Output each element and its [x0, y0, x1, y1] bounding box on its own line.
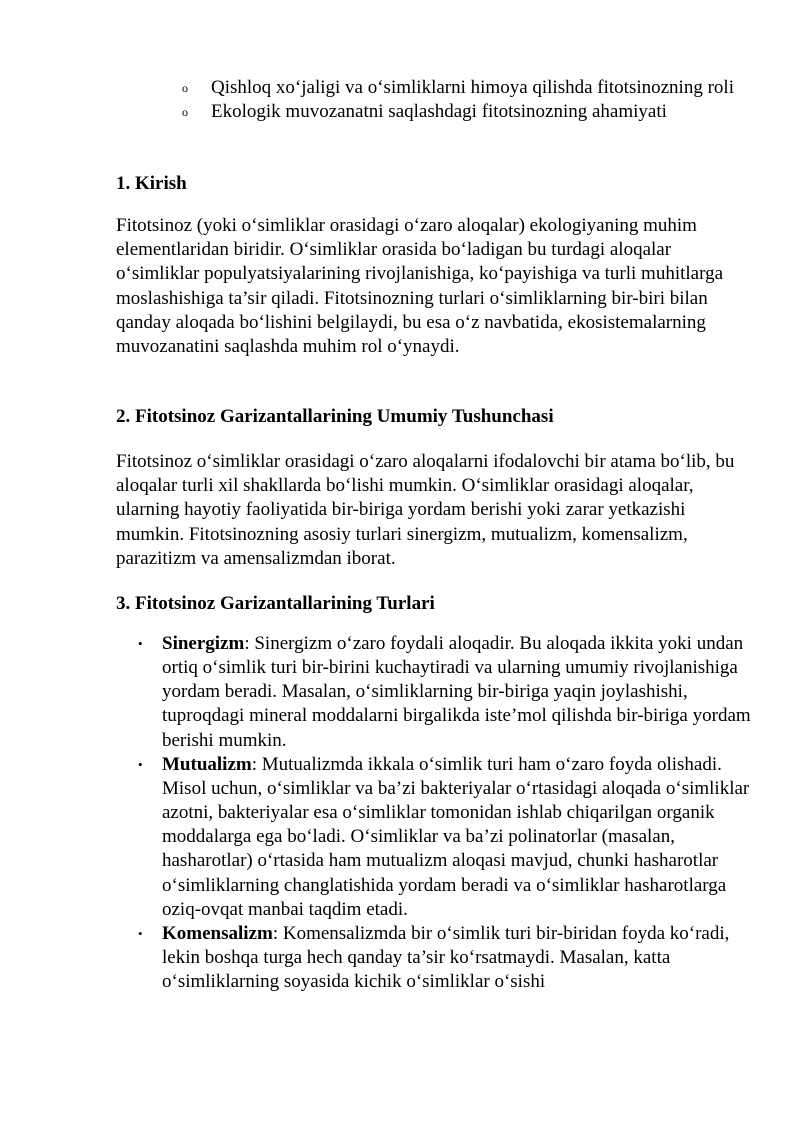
section-3-heading: 3. Fitotsinoz Garizantallarining Turlari: [116, 593, 435, 614]
sub-topic-item: [176, 100, 756, 124]
term-description: : Komensalizmda bir o‘simlik turi bir-biridan foyda ko‘radi, lekin boshqa turga hech qanday ta’sir ko‘rsatmaydi. Masalan, katta o‘simliklarning soyasida kichik o‘simliklar o‘sishi: [162, 922, 730, 993]
sub-topic-text: Ekologik muvozanatni saqlashdagi fitotsinozning ahamiyati: [211, 101, 667, 122]
term-description: : Sinergizm o‘zaro foydali aloqadir. Bu aloqada ikkita yoki undan ortiq o‘simlik turi bir-birini kuchaytiradi va ularning umumiy rivojlanishiga yordam beradi. Masalan, o‘simliklarning bir-biriga yaqin joylashishi, tuproqdagi mineral moddalarni birgalikda iste’mol qilishda bir-biriga yordam berishi mumkin.: [162, 633, 751, 751]
fitotsinoz-types-list: [138, 632, 758, 994]
list-item: [138, 632, 758, 753]
term-label: Sinergizm: [162, 633, 245, 654]
section-1-heading: 1. Kirish: [116, 173, 187, 194]
term-description: : Mutualizmda ikkala o‘simlik turi ham o‘zaro foyda olishadi. Misol uchun, o‘simliklar va ba’zi bakteriyalar o‘rtasidagi aloqada o‘simliklar azotni, bakteriyalar esa o‘simliklar tomonidan ishlab chiqarilgan organik moddalarga ega bo‘ladi. O‘simliklar va ba’zi polinatorlar (masalan, hasharotlar) o‘rtasida ham mutualizm aloqasi mavjud, chunki hasharotlar o‘simliklarning changlatishida yordam beradi va o‘simliklar hasharotlarga oziq-ovqat manbai taqdim etadi.: [162, 753, 750, 920]
sub-topic-text: Qishloq xo‘jaligi va o‘simliklarni himoya qilishda fitotsinozning roli: [211, 77, 734, 98]
bullet-icon: •: [138, 925, 143, 941]
sub-topic-list: [176, 76, 756, 124]
sub-topic-item: [176, 76, 756, 100]
list-item: [138, 922, 758, 994]
circle-bullet-icon: o: [182, 105, 188, 119]
list-item: [138, 753, 758, 922]
term-label: Mutualizm: [162, 753, 252, 775]
section-1-paragraph: Fitotsinoz (yoki o‘simliklar orasidagi o‘zaro aloqalar) ekologiyaning muhim elementlaridan biridir. O‘simliklar orasida bo‘ladigan bu turdagi aloqalar o‘simliklar populyatsiyalarining rivojlanishiga, ko‘payishiga va turli muhitlarga moslashishiga ta’sir qiladi. Fitotsinozning turlari o‘simliklarning bir-biri bilan qanday aloqada bo‘lishini belgilaydi, bu esa o‘z navbatida, ekosistemalarning muvozanatini saqlashda muhim rol o‘ynaydi.: [116, 215, 724, 358]
term-label: Komensalizm: [162, 922, 273, 944]
bullet-icon: •: [138, 756, 143, 772]
section-2-heading: 2. Fitotsinoz Garizantallarining Umumiy Tushunchasi: [116, 406, 554, 427]
bullet-icon: •: [138, 636, 143, 651]
circle-bullet-icon: o: [182, 81, 188, 95]
section-2-paragraph: Fitotsinoz o‘simliklar orasidagi o‘zaro aloqalarni ifodalovchi bir atama bo‘lib, bu aloqalar turli xil shakllarda bo‘lishi mumkin. O‘simliklar orasidagi aloqalar, ularning hayotiy faoliyatida bir-biriga yordam berishi yoki zarar yetkazishi mumkin. Fitotsinozning asosiy turlari sinergizm, mutualizm, komensalizm, parazitizm va amensalizmdan iborat.: [116, 451, 735, 569]
